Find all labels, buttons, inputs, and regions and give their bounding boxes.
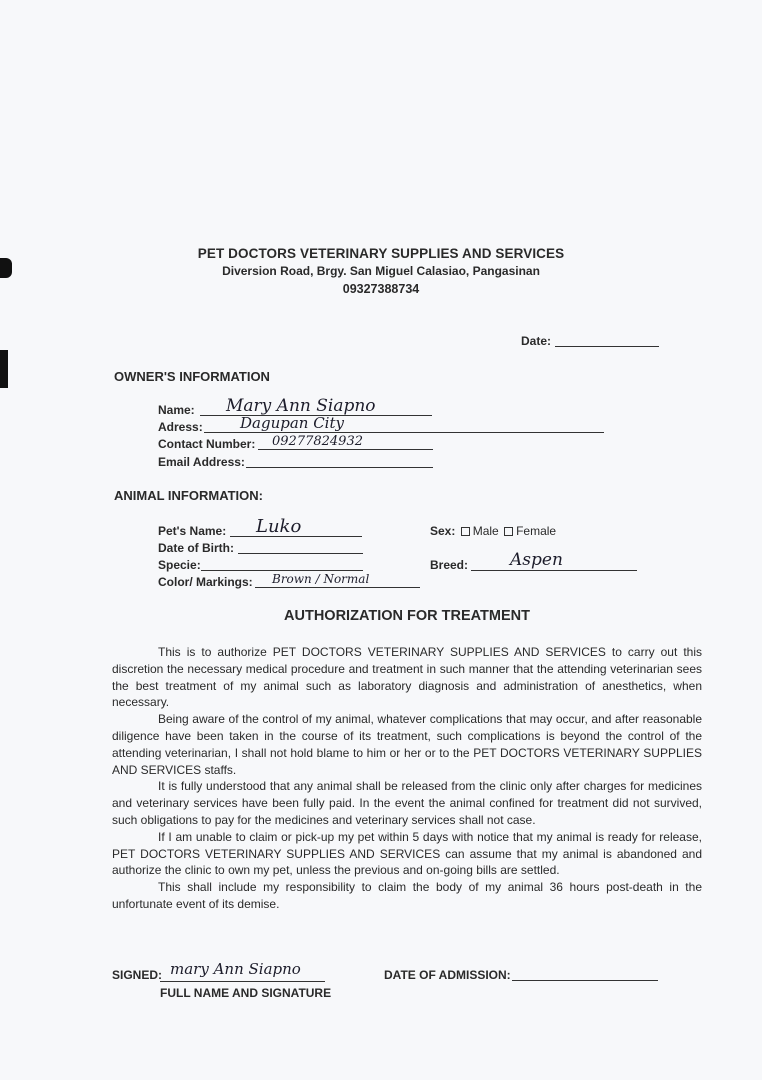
authorization-body [112, 644, 702, 913]
female-checkbox[interactable] [504, 527, 513, 536]
owner-address-label: Adress: [158, 420, 203, 434]
male-option-label: Male [472, 524, 499, 538]
authorization-paragraph: It is fully understood that any animal shall be released from the clinic only after charges for medicines and veterinary services have been fully paid. In the event the animal confined for treatment did not survived, such obligations to pay for the medicines and veterinary services shall not case. [112, 779, 702, 827]
owner-name-label: Name: [158, 403, 195, 417]
email-line[interactable] [246, 467, 433, 468]
contact-number-value: 09277824932 [272, 434, 363, 449]
color-markings-line[interactable] [255, 587, 420, 588]
authorization-paragraph: If I am unable to claim or pick-up my pet within 5 days with notice that my animal is ready for release, PET DOCTORS VETERINARY SUPPLIES AND SERVICES can assume that my animal is abandoned and authorize the clinic to own my pet, unless the previous and on-going bills are settled. [112, 829, 702, 878]
color-markings-value: Brown / Normal [272, 572, 370, 586]
signature-line[interactable] [160, 981, 325, 982]
animal-section-title: ANIMAL INFORMATION: [114, 488, 263, 503]
clinic-address: Diversion Road, Brgy. San Miguel Calasiao, Pangasinan [222, 264, 540, 278]
date-label: Date: [521, 334, 552, 348]
authorization-paragraph: This is to authorize PET DOCTORS VETERINARY SUPPLIES AND SERVICES to carry out this discretion the necessary medical procedure and treatment in such manner that the attending veterinarian sees the best treatment of my animal such as laboratory diagnosis and administration of anesthetics, when necessary. [112, 645, 702, 710]
date-of-admission-label: DATE OF ADMISSION: [384, 968, 511, 982]
female-option-label: Female [516, 524, 557, 538]
pet-name-label: Pet's Name: [158, 524, 227, 538]
dob-label: Date of Birth: [158, 541, 234, 555]
contact-number-line[interactable] [258, 449, 433, 450]
owner-address-value: Dagupan City [240, 414, 344, 432]
owner-section-title: OWNER'S INFORMATION [114, 369, 270, 384]
clinic-name: PET DOCTORS VETERINARY SUPPLIES AND SERVICES [197, 246, 565, 261]
full-name-signature-label: FULL NAME AND SIGNATURE [160, 986, 332, 1000]
specie-label: Specie: [158, 558, 201, 572]
sex-field [430, 524, 556, 538]
breed-label: Breed: [430, 558, 469, 572]
date-of-admission-line[interactable] [512, 980, 658, 981]
signature-value: mary Ann Siapno [170, 960, 301, 978]
specie-line[interactable] [201, 570, 363, 571]
date-line[interactable] [555, 346, 659, 347]
dob-line[interactable] [238, 553, 363, 554]
clinic-phone: 09327388734 [342, 282, 420, 296]
breed-value: Aspen [510, 550, 563, 570]
sex-label: Sex: [430, 524, 456, 538]
signed-label: SIGNED: [112, 968, 163, 982]
scan-edge-mark-middle [0, 350, 8, 388]
authorization-title: AUTHORIZATION FOR TREATMENT [284, 608, 530, 624]
owner-address-line[interactable] [204, 432, 604, 433]
owner-name-value: Mary Ann Siapno [226, 396, 376, 416]
authorization-paragraph: This shall include my responsibility to claim the body of my animal 36 hours post-death in the unfortunate event of its demise. [112, 880, 702, 911]
color-markings-label: Color/ Markings: [158, 575, 253, 589]
breed-line[interactable] [471, 570, 637, 571]
contact-number-label: Contact Number: [158, 437, 256, 451]
pet-name-value: Luko [256, 516, 302, 537]
authorization-paragraph: Being aware of the control of my animal, whatever complications that may occur, and after reasonable diligence have been taken in the course of its treatment, such complications is beyond the control of the attending veterinarian, I shall not hold blame to him or her or to the PET DOCTORS VETERINARY SUPPLIES AND SERVICES staffs. [112, 712, 702, 777]
email-label: Email Address: [158, 455, 245, 469]
male-checkbox[interactable] [461, 527, 470, 536]
